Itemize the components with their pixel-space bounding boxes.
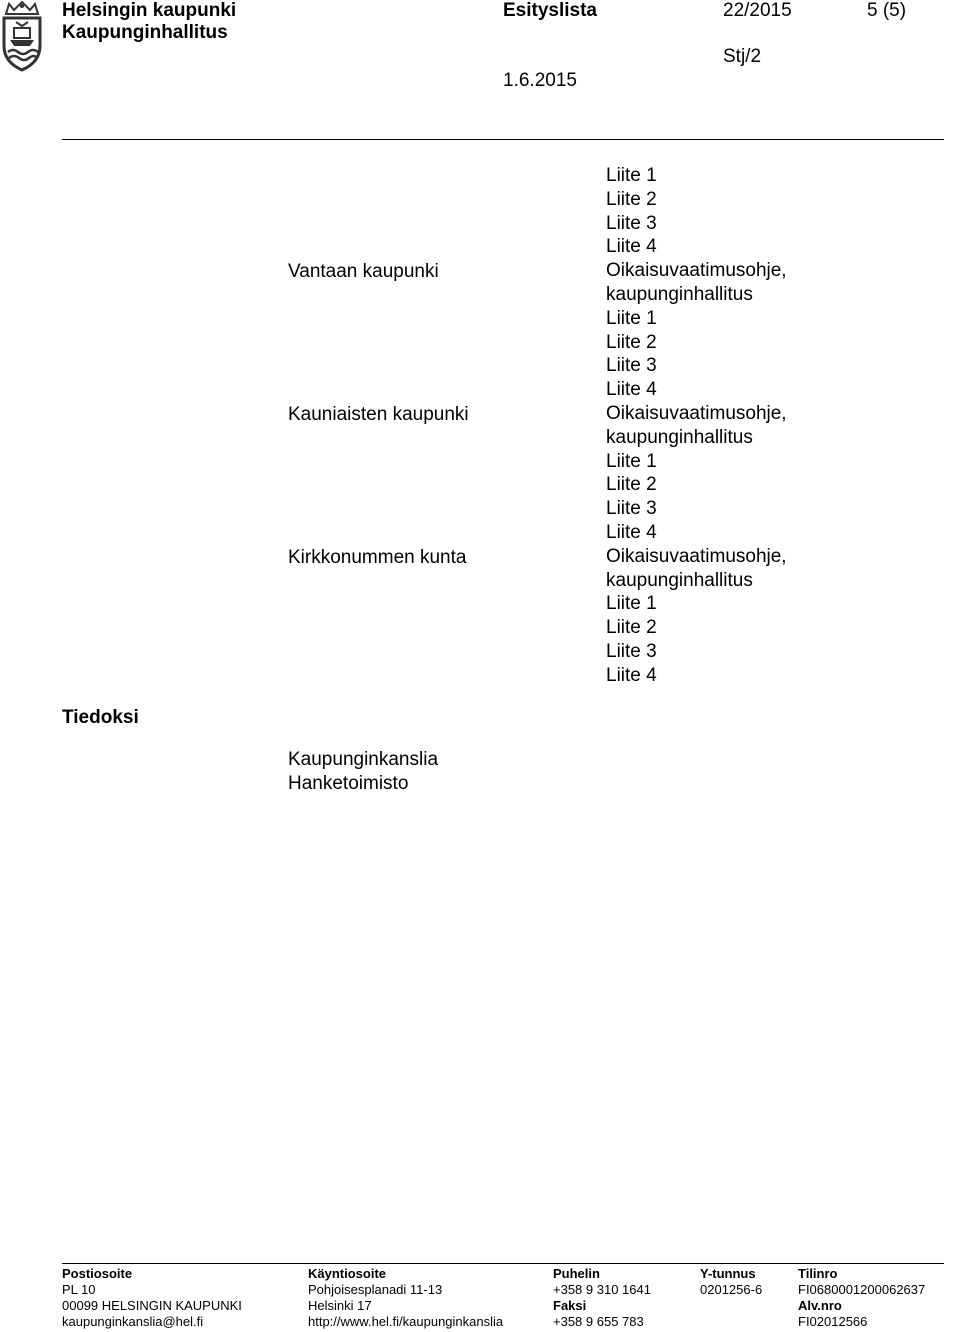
list-item: Liite 2: [606, 617, 657, 639]
footer-website-link[interactable]: http://www.hel.fi/kaupunginkanslia: [308, 1314, 504, 1329]
list-item: kaupunginhallitus: [606, 426, 753, 448]
list-item: Liite 3: [606, 355, 657, 377]
list-item: Liite 1: [606, 450, 657, 472]
list-item: kaupunginhallitus: [606, 569, 753, 591]
unit-name: Kaupunginhallitus: [62, 22, 228, 43]
helsinki-crest-icon: [0, 0, 44, 72]
list-item: Liite 2: [606, 474, 657, 496]
list-item: Liite 2: [606, 188, 657, 210]
list-item: Liite 3: [606, 640, 657, 662]
list-item: Liite 4: [606, 236, 657, 258]
list-item: Liite 3: [606, 212, 657, 234]
footer-heading: Faksi: [553, 1298, 587, 1313]
tiedoksi-list: [288, 748, 438, 796]
list-item: kaupunginhallitus: [606, 283, 753, 305]
section-heading-tiedoksi: Tiedoksi: [62, 707, 139, 728]
footer-account: [798, 1266, 925, 1330]
footer-line: Pohjoisesplanadi 11-13: [308, 1282, 443, 1297]
footer-line: FI02012566: [798, 1314, 868, 1329]
footer-line: +358 9 310 1641: [553, 1282, 651, 1297]
footer-heading: Y-tunnus: [700, 1266, 756, 1281]
list-item: Liite 1: [606, 165, 657, 186]
recipient-name: Kauniaisten kaupunki: [288, 404, 469, 425]
list-item: Liite 2: [606, 331, 657, 353]
list-item: Liite 4: [606, 379, 657, 401]
footer-line: PL 10: [62, 1282, 96, 1297]
list-item: Liite 1: [606, 593, 657, 615]
footer-visiting-address: [308, 1266, 503, 1330]
footer-heading: Alv.nro: [798, 1298, 842, 1313]
list-item: Oikaisuvaatimusohje,: [606, 260, 787, 282]
footer-heading: Käyntiosoite: [308, 1266, 387, 1281]
footer-line: Helsinki 17: [308, 1298, 372, 1313]
list-item: Hanketoimisto: [288, 772, 409, 794]
meeting-date: 1.6.2015: [503, 70, 577, 91]
footer-email[interactable]: kaupunginkanslia@hel.fi: [62, 1314, 204, 1329]
footer-rule: [62, 1263, 944, 1264]
attachment-list: [606, 164, 787, 688]
list-item: Oikaisuvaatimusohje,: [606, 545, 787, 567]
recipient-name: Vantaan kaupunki: [288, 261, 439, 282]
footer-phone: [553, 1266, 651, 1330]
doc-number: 22/2015: [723, 0, 792, 21]
recipient-name: Kirkkonummen kunta: [288, 547, 467, 568]
footer-heading: Puhelin: [553, 1266, 600, 1281]
footer-line: FI0680001200062637: [798, 1282, 926, 1297]
list-item: Liite 1: [606, 307, 657, 329]
footer-business-id: [700, 1266, 762, 1298]
list-item: Liite 4: [606, 664, 657, 686]
list-item: Oikaisuvaatimusohje,: [606, 402, 787, 424]
footer-postal-address: [62, 1266, 242, 1330]
list-item: Liite 4: [606, 521, 657, 543]
page-number: 5 (5): [867, 0, 907, 21]
doc-type: Esityslista: [503, 0, 597, 21]
footer-line: 0201256-6: [700, 1282, 763, 1297]
footer-line: 00099 HELSINGIN KAUPUNKI: [62, 1298, 242, 1313]
list-item: Liite 3: [606, 498, 657, 520]
section-code: Stj/2: [723, 46, 762, 67]
footer-heading: Postiosoite: [62, 1266, 133, 1281]
list-item: Kaupunginkanslia: [288, 749, 439, 770]
header-rule: [62, 139, 944, 140]
footer-line: +358 9 655 783: [553, 1314, 644, 1329]
footer-heading: Tilinro: [798, 1266, 838, 1281]
org-name: Helsingin kaupunki: [62, 0, 237, 21]
